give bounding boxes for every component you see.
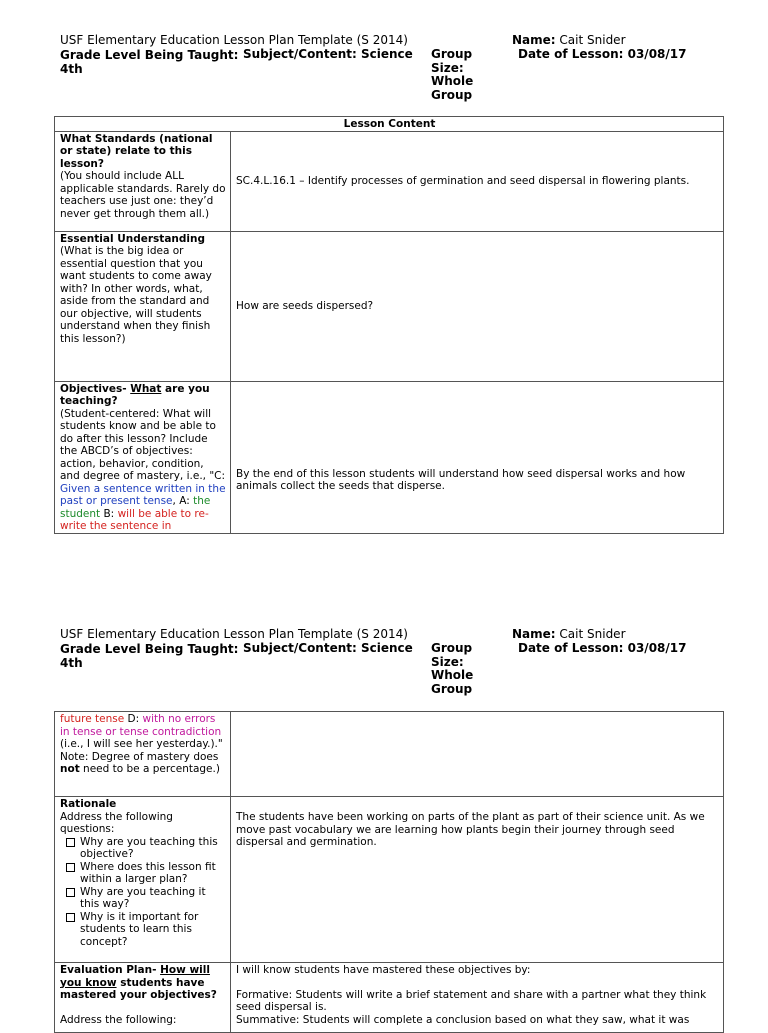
table-caption-row bbox=[55, 117, 724, 132]
group-size: Group Size: Whole Group bbox=[431, 47, 474, 102]
lesson-content-table bbox=[54, 116, 724, 534]
group-size: Group Size: Whole Group bbox=[431, 641, 474, 696]
objectives-answer: By the end of this lesson students will understand how seed dispersal works and how animals collect the seeds that disperse. bbox=[231, 381, 724, 533]
grade-level: Grade Level Being Taught: 4th bbox=[60, 48, 239, 76]
grade-level: Grade Level Being Taught: 4th bbox=[60, 642, 239, 670]
objectives-continued-prompt: future tense D: with no errors in tense or tense contradiction (i.e., I will see her yesterday.)." Note: Degree of mastery does not need to be a percentage.) bbox=[55, 712, 231, 797]
objectives-continued-row bbox=[55, 712, 724, 797]
lesson-content-caption: Lesson Content bbox=[55, 117, 724, 132]
rationale-answer: The students have been working on parts of the plant as part of their science unit. As we move past vocabulary we are learning how plants begin their journey through seed dispersal and germination. bbox=[231, 797, 724, 963]
standards-answer: SC.4.L.16.1 – Identify processes of germination and seed dispersal in flowering plants. bbox=[231, 131, 724, 231]
standards-row bbox=[55, 131, 724, 231]
essential-row bbox=[55, 231, 724, 381]
subject-content: Subject/Content: Science bbox=[243, 641, 413, 655]
evaluation-row bbox=[55, 963, 724, 1033]
lesson-date: Date of Lesson: 03/08/17 bbox=[518, 641, 687, 655]
evaluation-prompt: Evaluation Plan- How will you know students have mastered your objectives? Address the following: bbox=[55, 963, 231, 1033]
objectives-prompt: Objectives- What are you teaching? (Student-centered: What will students know and be able to do after this lesson? Include the ABCD’s of objectives: action, behavior, condition, and degree of mastery, i.e., "C: Given a sentence written in the past or present tense, A: the student B: will be able to re-write the sentence in bbox=[55, 381, 231, 533]
teacher-name: Name: Cait Snider bbox=[512, 627, 626, 641]
lesson-content-table-continued bbox=[54, 711, 724, 1033]
rationale-row bbox=[55, 797, 724, 963]
list-item: Where does this lesson fit within a larger plan? bbox=[60, 861, 226, 886]
standards-prompt: What Standards (national or state) relate to this lesson? (You should include ALL applicable standards. Rarely do teachers use just one: they’d never get through them all.) bbox=[55, 131, 231, 231]
template-title: USF Elementary Education Lesson Plan Template (S 2014) bbox=[60, 627, 408, 641]
rationale-prompt: Rationale Address the following questions: Why are you teaching this objective? Where does this lesson fit within a larger plan? Why are you teaching it this way? Why is it important for students to learn this concept? bbox=[55, 797, 231, 963]
objectives-continued-answer bbox=[231, 712, 724, 797]
page-header-1 bbox=[60, 34, 720, 104]
list-item: Why are you teaching this objective? bbox=[60, 836, 226, 861]
template-title: USF Elementary Education Lesson Plan Template (S 2014) bbox=[60, 33, 408, 47]
rationale-question-list bbox=[60, 836, 226, 949]
list-item: Why are you teaching it this way? bbox=[60, 886, 226, 911]
subject-content: Subject/Content: Science bbox=[243, 47, 413, 61]
lesson-date: Date of Lesson: 03/08/17 bbox=[518, 47, 687, 61]
essential-prompt: Essential Understanding (What is the big idea or essential question that you want students to come away with? In other words, what, aside from the standard and our objective, will students understand when they finish this lesson?) bbox=[55, 231, 231, 381]
teacher-name: Name: Cait Snider bbox=[512, 33, 626, 47]
page-header-2 bbox=[60, 628, 720, 698]
evaluation-answer: I will know students have mastered these objectives by: Formative: Students will write a brief statement and share with a partner what they think seed dispersal is. Summative: Students will complete a conclusion based on what they saw, what it was bbox=[231, 963, 724, 1033]
objectives-row bbox=[55, 381, 724, 533]
essential-answer: How are seeds dispersed? bbox=[231, 231, 724, 381]
list-item: Why is it important for students to learn this concept? bbox=[60, 911, 226, 949]
